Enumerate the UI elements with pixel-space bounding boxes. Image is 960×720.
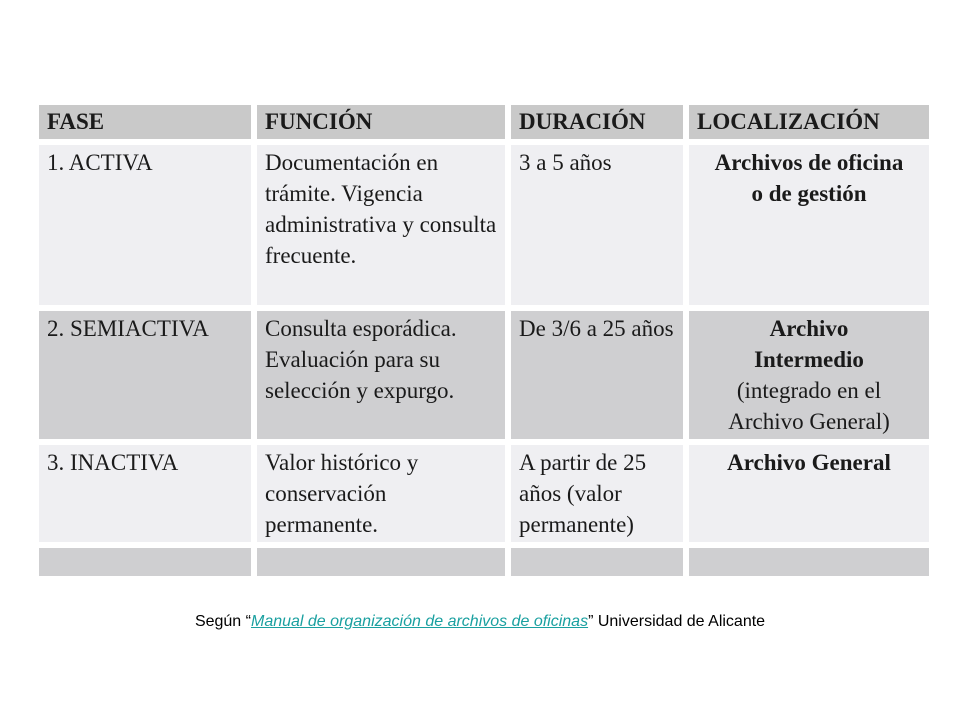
manual-link[interactable]: Manual de organización de archivos de oficinas <box>250 613 589 630</box>
cell-fase: 2. SEMIACTIVA <box>39 311 251 439</box>
cell-funcion: Consulta esporádica. Evaluación para su selección y expurgo. <box>257 311 505 439</box>
localizacion-bold: Archivos de oficina o de gestión <box>714 150 904 206</box>
cell-localizacion <box>689 311 929 439</box>
archive-phases-table-container <box>33 99 929 573</box>
cell-empty <box>257 548 505 576</box>
header-funcion: FUNCIÓN <box>257 105 505 139</box>
cell-duracion: 3 a 5 años <box>511 145 683 305</box>
cell-fase: 1. ACTIVA <box>39 145 251 305</box>
localizacion-bold: Archivo General <box>727 450 891 475</box>
table-row <box>39 145 929 305</box>
cell-duracion: A partir de 25 años (valor permanente) <box>511 445 683 542</box>
cell-duracion: De 3/6 a 25 años <box>511 311 683 439</box>
cell-empty <box>689 548 929 576</box>
archive-phases-table <box>33 99 935 582</box>
cell-empty <box>511 548 683 576</box>
table-empty-row <box>39 548 929 576</box>
table-row <box>39 311 929 439</box>
cell-funcion: Valor histórico y conservación permanente. <box>257 445 505 542</box>
cell-localizacion <box>689 145 929 305</box>
header-fase: FASE <box>39 105 251 139</box>
table-header-row <box>39 105 929 139</box>
caption-suffix: ” Universidad de Alicante <box>588 613 766 630</box>
cell-localizacion <box>689 445 929 542</box>
header-localizacion: LOCALIZACIÓN <box>689 105 929 139</box>
cell-funcion: Documentación en trámite. Vigencia administrativa y consulta frecuente. <box>257 145 505 305</box>
localizacion-normal: (integrado en el Archivo General) <box>728 378 890 434</box>
cell-fase: 3. INACTIVA <box>39 445 251 542</box>
caption-prefix: Según “ <box>194 613 251 630</box>
header-duracion: DURACIÓN <box>511 105 683 139</box>
source-caption <box>0 613 960 631</box>
cell-empty <box>39 548 251 576</box>
localizacion-bold: Archivo Intermedio <box>754 316 864 372</box>
table-row <box>39 445 929 542</box>
